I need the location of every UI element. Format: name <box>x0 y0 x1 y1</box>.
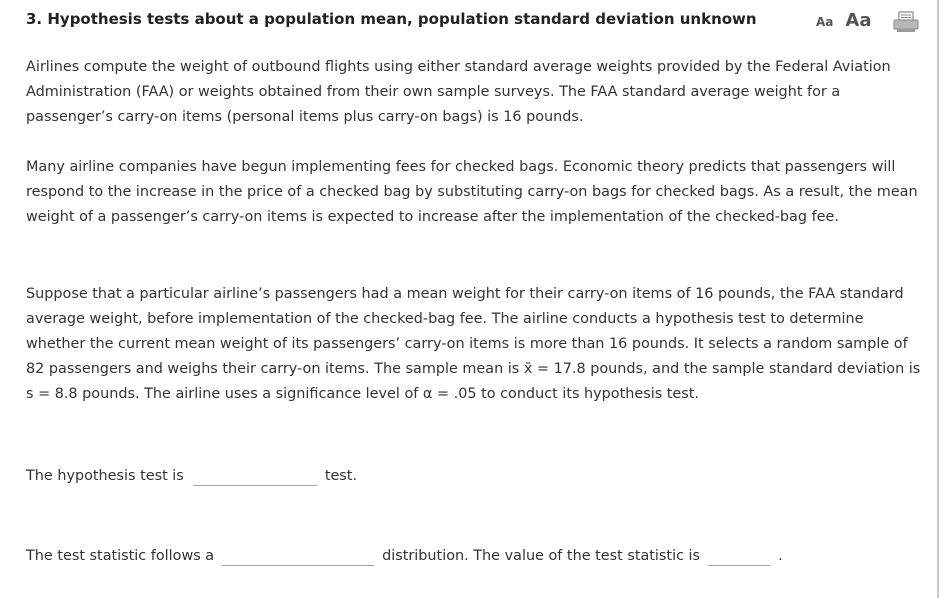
text-size-small-button[interactable]: Aa <box>816 15 834 29</box>
test-type-dropdown[interactable] <box>193 463 317 486</box>
question-test-statistic <box>26 543 783 566</box>
text-size-large-button[interactable]: Aa <box>845 10 872 31</box>
question-title: 3. Hypothesis tests about a population mean, population standard deviation unknown <box>26 10 757 28</box>
question-statistic-middle: distribution. The value of the test statistic is <box>382 548 701 564</box>
question-test-type-prefix: The hypothesis test is <box>26 468 184 484</box>
question-test-type <box>26 463 357 486</box>
test-statistic-input[interactable] <box>708 543 770 566</box>
distribution-dropdown[interactable] <box>222 543 374 566</box>
question-test-type-suffix: test. <box>324 468 358 484</box>
question-statistic-prefix: The test statistic follows a <box>26 548 215 564</box>
print-icon[interactable] <box>893 11 919 33</box>
paragraph-scenario: Suppose that a particular airline’s passengers had a mean weight for their carry-on items of 16 pounds, the FAA standard average weight, before implementation of the checked-bag fee. The airline conducts a hypothesis test to determine whether the current mean weight of its passengers’ carry-on items is more than 16 pounds. It selects a random sample of 82 passengers and weighs their carry-on items. The sample mean is x̄ = 17.8 pounds, and the sample standard deviation is s = 8.8 pounds. The airline uses a significance level of α = .05 to conduct its hypothesis test. <box>26 286 921 402</box>
paragraph-fees: Many airline companies have begun implementing fees for checked bags. Economic theory predicts that passengers will respond to the increase in the price of a checked bag by substituting carry-on bags for checked bags. As a result, the mean weight of a passenger’s carry-on items is expected to increase after the implementation of the checked-bag fee. <box>26 159 918 225</box>
paragraph-intro: Airlines compute the weight of outbound flights using either standard average weights provided by the Federal Aviation Administration (FAA) or weights obtained from their own sample surveys. The FAA standard average weight for a passenger’s carry-on items (personal items plus carry-on bags) is 16 pounds. <box>26 59 891 125</box>
text-size-controls <box>816 10 871 31</box>
question-statistic-suffix: . <box>778 548 783 564</box>
